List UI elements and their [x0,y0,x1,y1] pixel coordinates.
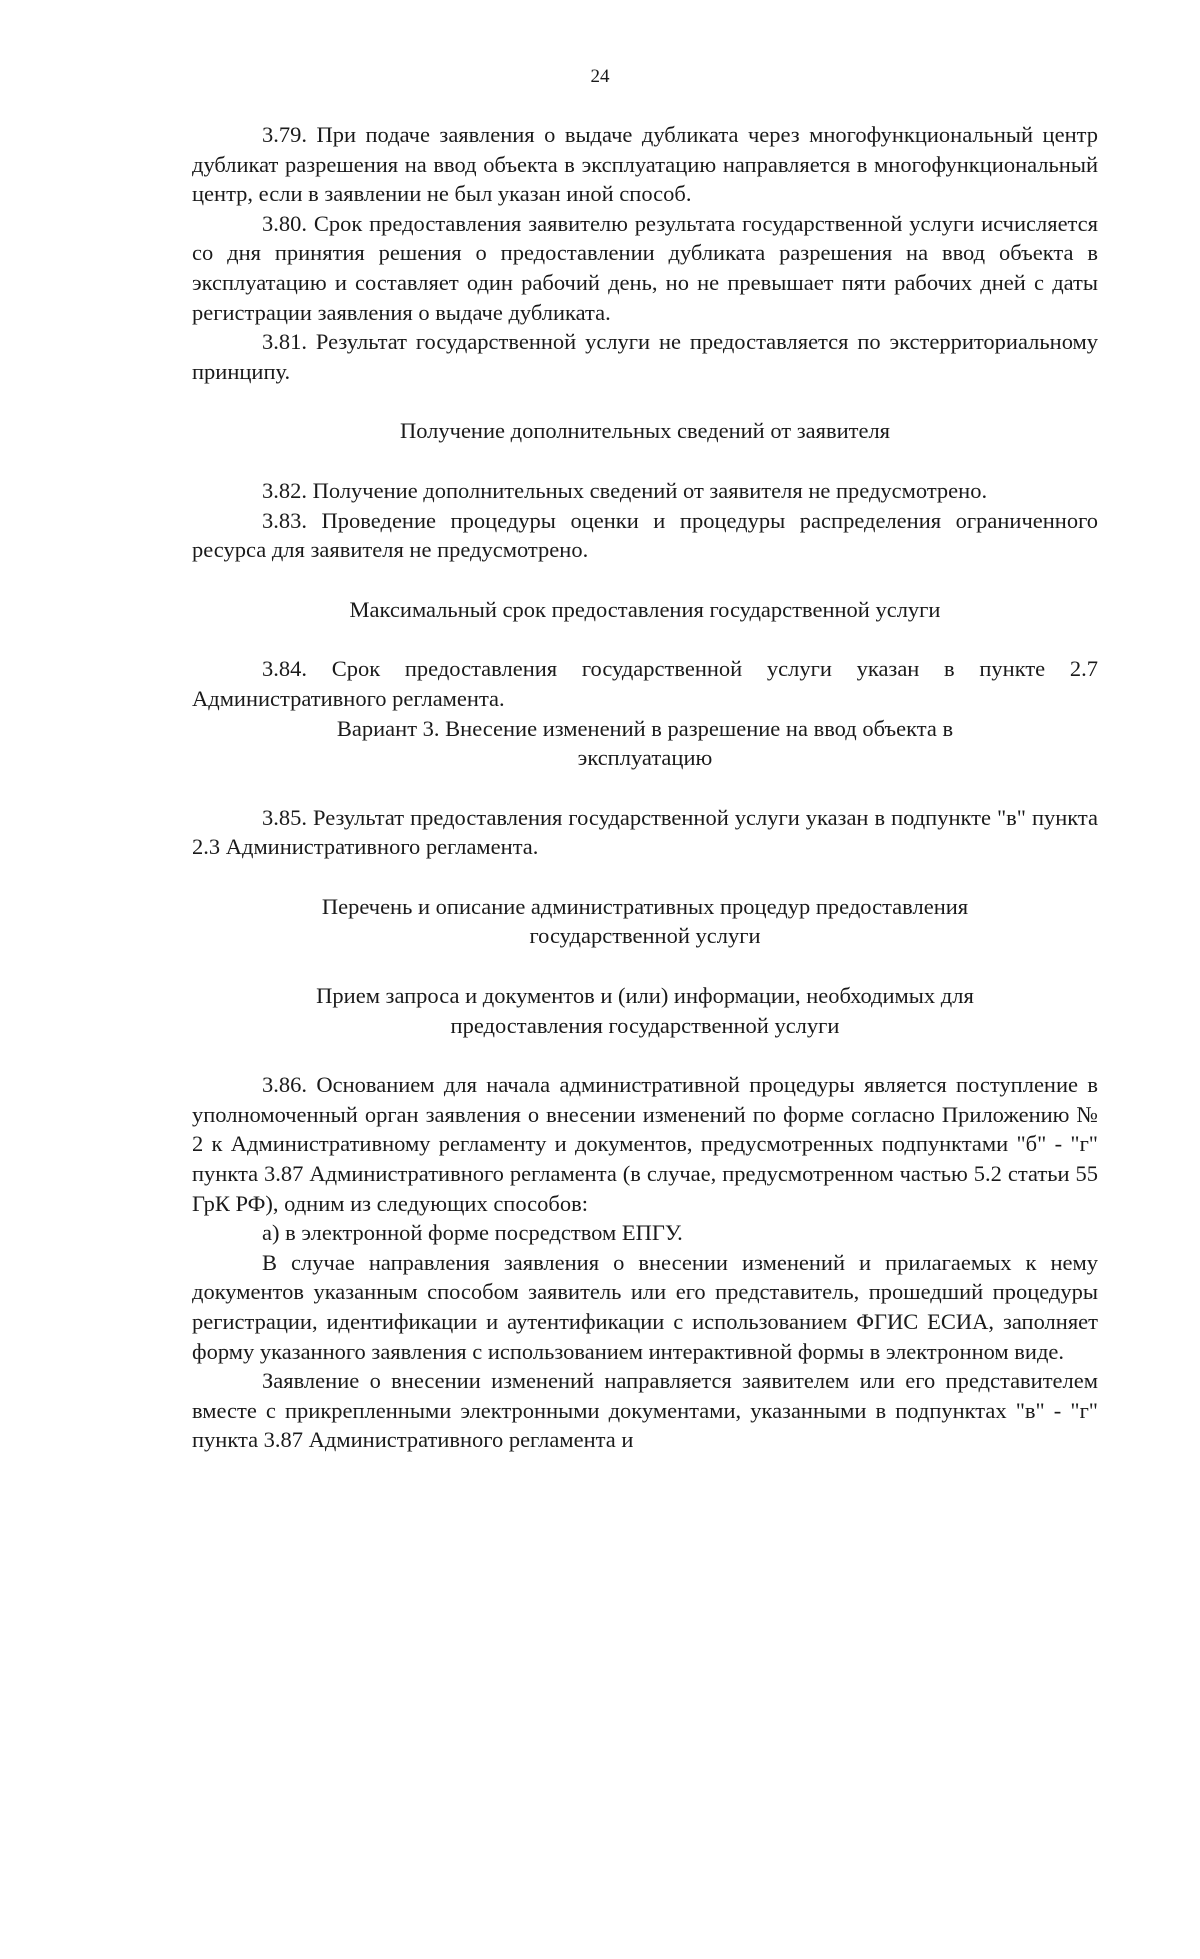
paragraph-3-84: 3.84. Срок предоставления государственной услуги указан в пункте 2.7 Административного регламента. [192,656,1098,711]
section-heading-procedures-list: Перечень и описание административных процедур предоставления государственной услуги [321,893,969,949]
paragraph-3-85: 3.85. Результат предоставления государственной услуги указан в подпункте "в" пункта 2.3 Административного регламента. [192,804,1098,860]
section-heading-request-reception: Прием запроса и документов и (или) информации, необходимых для предоставления государственной услуги [316,983,974,1038]
paragraph-3-81: 3.81. Результат государственной услуги не предоставляется по экстерриториальному принципу. [192,329,1098,384]
section-heading-additional-info: Получение дополнительных сведений от заявителя [399,418,891,444]
paragraph-3-79: 3.79. При подаче заявления о выдаче дубликата через многофункциональный центр дубликат разрешения на ввод объекта в эксплуатацию направляется в многофункциональный центр, если в заявлении не был указан иной способ. [192,122,1098,207]
paragraph-3-86: 3.86. Основанием для начала административной процедуры является поступление в уполномоченный орган заявления о внесении изменений по форме согласно Приложению № 2 к Административному регламенту и документов, предусмотренных подпунктами "б" - "г" пункта 3.87 Административного регламента (в случае, предусмотренном частью 5.2 статьи 55 ГрК РФ), одним из следующих способов: [192,1072,1098,1216]
page-number: 24 [590,66,610,87]
paragraph-3-86-submission: Заявление о внесении изменений направляется заявителем или его представителем вместе с прикрепленными электронными документами, указанными в подпунктах "в" - "г" пункта 3.87 Административного регламента и [192,1368,1098,1453]
paragraph-3-83: 3.83. Проведение процедуры оценки и процедуры распределения ограниченного ресурса для заявителя не предусмотрено. [192,507,1098,563]
paragraph-3-86-epgu: В случае направления заявления о внесении изменений и прилагаемых к нему документов указанным способом заявитель или его представитель, прошедший процедуры регистрации, идентификации и аутентификации с использованием ФГИС ЕСИА, заполняет форму указанного заявления с использованием интерактивной формы в электронном виде. [192,1249,1098,1364]
document-body [192,120,1098,1455]
section-heading-variant-3: Вариант 3. Внесение изменений в разрешение на ввод объекта в эксплуатацию [336,715,954,771]
paragraph-3-80: 3.80. Срок предоставления заявителю результата государственной услуги исчисляется со дня принятия решения о предоставлении дубликата разрешения на ввод объекта в эксплуатацию и составляет один рабочий день, но не превышает пяти рабочих дней с даты регистрации заявления о выдаче дубликата. [192,210,1098,325]
section-heading-max-term: Максимальный срок предоставления государственной услуги [349,596,941,622]
paragraph-3-82: 3.82. Получение дополнительных сведений от заявителя не предусмотрено. [262,477,988,503]
paragraph-3-86-a: а) в электронной форме посредством ЕПГУ. [262,1220,683,1246]
